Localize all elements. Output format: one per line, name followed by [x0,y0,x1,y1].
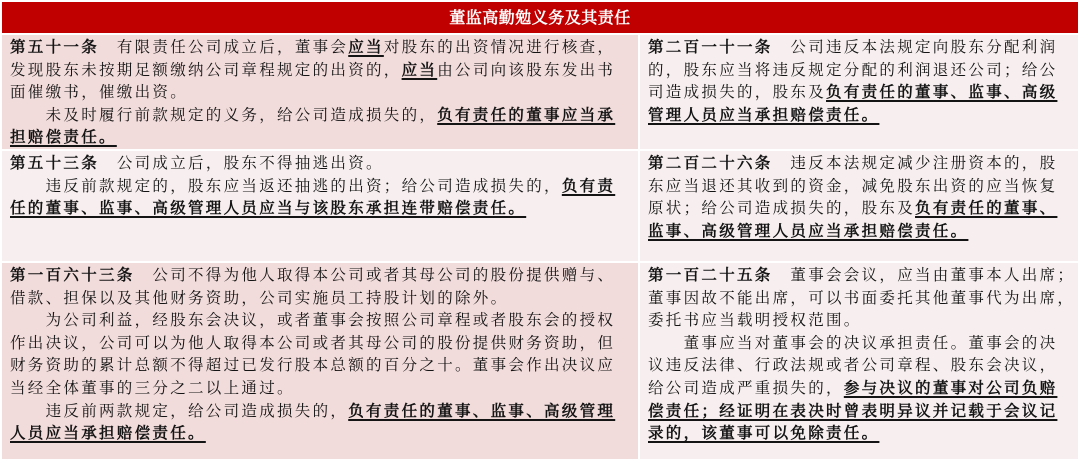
clause-text: 有限责任公司成立后，董事会 [99,38,349,56]
article-number: 第二百一十一条 [648,37,773,56]
clause-text: 公司成立后，股东不得抽逃出资。 [99,154,384,172]
clause-text: 违反前款规定的，股东应当返还抽逃的出资；给公司造成损失的， [10,176,562,195]
article-cell [2,263,638,459]
table-title: 董监高勤勉义务及其责任 [449,7,631,27]
text-line [10,126,638,149]
clause-text: 违反前两款规定，给公司造成损失的， [10,401,349,420]
text-line [648,81,1078,104]
article-number: 第二百二十六条 [648,153,773,172]
text-line [10,59,638,82]
text-line [10,81,638,104]
liability-clause: 负有责任的董事、监事、高级管理 [348,400,616,420]
article-number: 第一百二十五条 [648,265,773,284]
text-line [648,354,1078,377]
text-line [10,309,638,332]
text-line [648,197,1078,220]
text-line [648,309,1078,332]
article-cell [2,151,638,261]
liability-clause: 担赔偿责任。 [10,127,117,147]
liability-clause: 人员应当承担赔偿责任。 [10,423,206,443]
text-line [648,377,1078,400]
clause-text: 董事会会议，应当由董事本人出席； [772,266,1076,284]
table-row [2,151,1078,261]
text-line [10,287,638,310]
clause-text: 的，股东应当将违反规定分配的利润退还公司；给公 [648,60,1058,79]
clause-text: 董事因故不能出席，可以书面委托其他董事代为出席， [648,288,1076,307]
text-line [10,104,638,127]
text-line [648,104,1078,127]
text-line [10,152,638,175]
liability-clause: 偿责任；经证明在表决时曾表明异议并记载于会议记 [648,400,1058,420]
clause-text: 议违反法律、行政法规或者公司章程、股东会决议， [648,356,1058,375]
text-line [10,354,638,377]
liability-clause: 管理人员应当承担赔偿责任。 [648,104,880,124]
liability-clause: 参与决议的董事对公司负赔 [843,377,1058,397]
article-number: 第五十一条 [10,37,100,56]
clause-text: 作出决议，公司可以为他人取得本公司或者其母公司的股份提供财务资助，但 [10,333,616,352]
text-line [648,422,1078,445]
text-line [10,332,638,355]
clause-text: 违反本法规定减少注册资本的，股 [772,154,1058,172]
text-line [648,264,1078,287]
clause-text: 委托书应当载明授权范围。 [648,311,862,330]
clause-text: 为公司利益，经股东会决议，或者董事会按照公司章程或者股东会的授权 [10,311,616,330]
clause-text: 董事应当对董事会的决议承担责任。董事会的决 [648,333,1058,352]
text-line [10,197,638,220]
text-line [10,400,638,423]
text-line [648,220,1078,243]
text-line [10,377,638,400]
liability-clause: 负有责任的董事应当承 [437,104,616,124]
table-header [2,2,1078,33]
text-line [648,332,1078,355]
clause-text: 借款、担保以及其他财务资助，公司实施员工持股计划的除外。 [10,288,509,307]
article-number: 第一百六十三条 [10,265,135,284]
liability-clause: 负有责任的董事、监事、高级 [826,82,1058,102]
text-line [10,422,638,445]
table-body [2,35,1078,459]
liability-clause: 负有责任的董事、 [915,198,1058,218]
text-line [648,152,1078,175]
text-line [648,400,1078,423]
liability-clause: 录的，该董事可以免除责任。 [648,423,880,443]
clause-text: 公司不得为他人取得本公司或者其母公司的股份提供赠与、 [134,266,616,284]
article-cell [640,35,1078,149]
clause-text: 由公司向该股东发出书 [437,60,616,79]
clause-text: 原状；给公司造成损失的，股东及 [648,199,916,218]
text-line [10,264,638,287]
liability-clause: 任的董事、监事、高级管理人员应当与该股东承担连带赔偿责任。 [10,198,527,218]
liability-clause: 负有责 [561,175,616,195]
article-cell [2,35,638,149]
text-line [10,36,638,59]
clause-text: 面催缴书，催缴出资。 [10,83,189,102]
clause-text: 未及时履行前款规定的义务，给公司造成损失的， [10,105,438,124]
article-cell [640,263,1078,459]
clause-text: 给公司造成严重损失的， [648,378,844,397]
table-row [2,35,1078,149]
clause-text: 当经全体董事的三分之二以上通过。 [10,378,295,397]
text-line [648,287,1078,310]
duty-table [2,2,1078,459]
liability-clause: 应当 [401,59,438,79]
clause-text: 财务资助的累计总额不得超过已发行股本总额的百分之十。董事会作出决议应 [10,356,616,375]
text-line [648,59,1078,82]
clause-text: 发现股东未按期足额缴纳公司章程规定的出资的， [10,60,402,79]
text-line [648,36,1078,59]
clause-text: 对股东的出资情况进行核查， [383,38,616,56]
text-line [648,175,1078,198]
text-line [10,175,638,198]
liability-clause: 监事、高级管理人员应当承担赔偿责任。 [648,220,969,240]
clause-text: 东应当退还其收到的资金，减免股东出资的应当恢复 [648,176,1058,195]
liability-clause: 应当 [348,37,384,56]
article-cell [640,151,1078,261]
article-number: 第五十三条 [10,153,100,172]
table-row [2,263,1078,459]
clause-text: 公司违反本法规定向股东分配利润 [772,38,1058,56]
clause-text: 司造成损失的，股东及 [648,83,827,102]
